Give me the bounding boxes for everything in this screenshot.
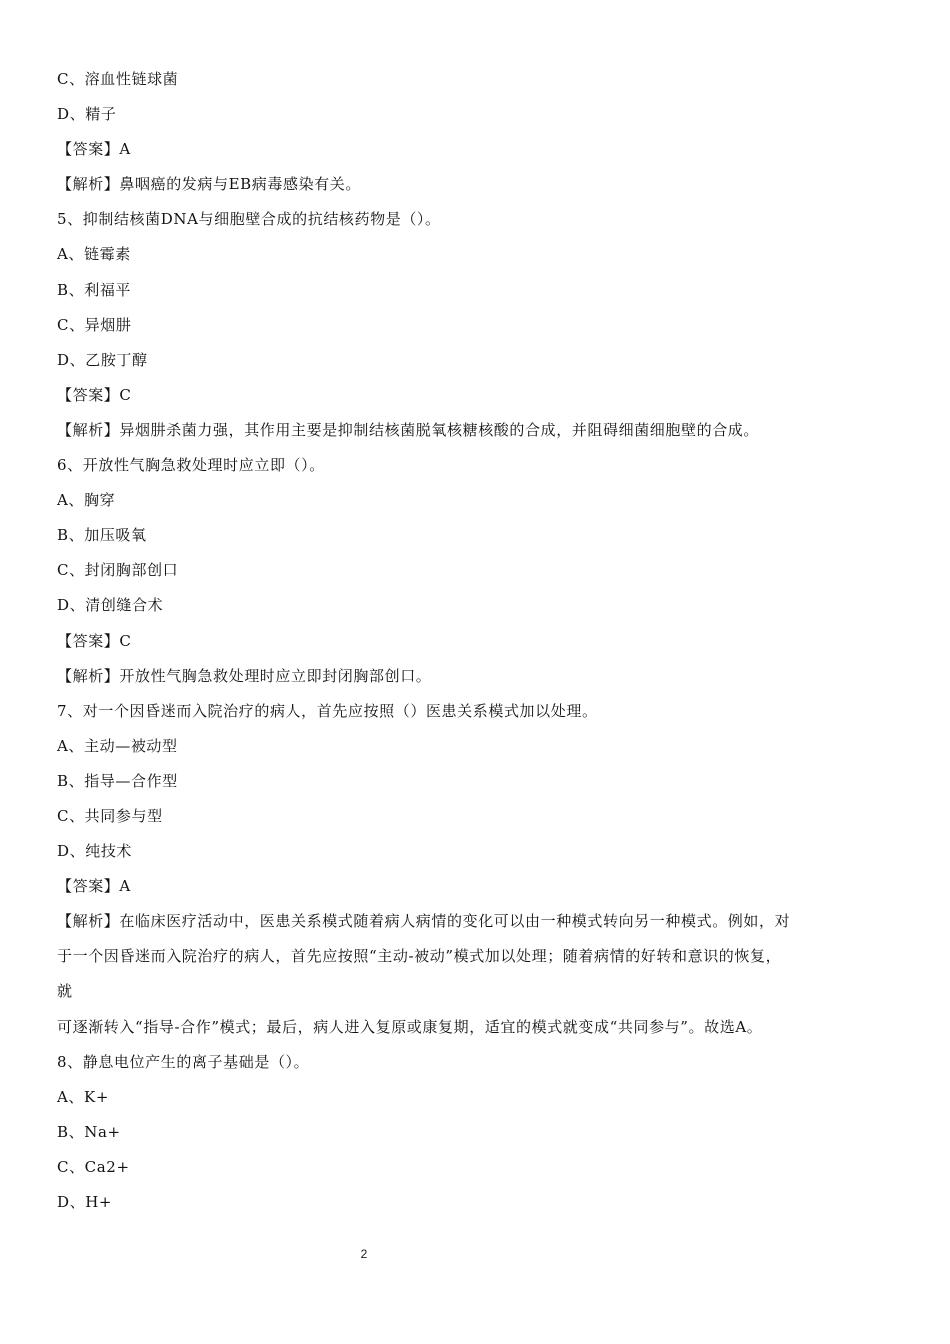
option-d-text: D、H+ bbox=[57, 1193, 113, 1211]
option-d-text: D、精子 bbox=[57, 105, 117, 124]
option-d-text: D、乙胺丁醇 bbox=[57, 350, 148, 369]
option-b-text: B、Na+ bbox=[57, 1122, 121, 1141]
page-number: 2 bbox=[360, 1247, 368, 1261]
explanation-text: 【解析】在临床医疗活动中，医患关系模式随着病人病情的变化可以由一种模式转向另一种模式。例如，对 bbox=[57, 912, 791, 931]
option-a-text: A、胸穿 bbox=[57, 491, 116, 510]
option-c-text: C、溶血性链球菌 bbox=[57, 70, 179, 88]
explanation-text: 【解析】异烟肼杀菌力强，其作用主要是抑制结核菌脱氧核糖核酸的合成，并阻碍细菌细胞壁的合成。 bbox=[57, 420, 760, 439]
option-b-text: B、利福平 bbox=[57, 280, 132, 299]
option-c-text: C、封闭胸部创口 bbox=[57, 561, 179, 580]
option-d-text: D、纯技术 bbox=[57, 842, 133, 861]
answer-text: 【答案】A bbox=[57, 140, 131, 159]
explanation-text: 【解析】鼻咽癌的发病与EB病毒感染有关。 bbox=[57, 175, 361, 194]
explanation-text: 可逐渐转入“指导-合作”模式；最后，病人进入复原或康复期，适宜的模式就变成“共同参与”。故选A。 bbox=[57, 1017, 763, 1036]
question-6: 6、开放性气胸急救处理时应立即（）。 bbox=[57, 456, 325, 475]
option-c-text: C、Ca2+ bbox=[57, 1157, 130, 1176]
answer-text: 【答案】C bbox=[57, 631, 132, 650]
explanation-text: 【解析】开放性气胸急救处理时应立即封闭胸部创口。 bbox=[57, 666, 432, 685]
option-c-text: C、异烟肼 bbox=[57, 315, 132, 334]
option-b-text: B、指导—合作型 bbox=[57, 771, 178, 790]
option-b-text: B、加压吸氧 bbox=[57, 526, 147, 545]
option-a-text: A、主动—被动型 bbox=[57, 736, 178, 755]
option-a-text: A、K+ bbox=[57, 1087, 110, 1106]
question-8: 8、静息电位产生的离子基础是（）。 bbox=[57, 1052, 310, 1071]
explanation-text: 于一个因昏迷而入院治疗的病人，首先应按照“主动-被动”模式加以处理；随着病情的好转和意识的恢复， bbox=[57, 947, 782, 966]
option-a-text: A、链霉素 bbox=[57, 245, 131, 264]
answer-text: 【答案】C bbox=[57, 385, 132, 404]
answer-text: 【答案】A bbox=[57, 877, 131, 896]
explanation-text: 就 bbox=[57, 982, 73, 1001]
page-content bbox=[57, 62, 897, 1220]
option-d-text: D、清创缝合术 bbox=[57, 596, 164, 615]
option-c-text: C、共同参与型 bbox=[57, 806, 163, 825]
question-5: 5、抑制结核菌DNA与细胞壁合成的抗结核药物是（）。 bbox=[57, 210, 441, 229]
question-7: 7、对一个因昏迷而入院治疗的病人，首先应按照（）医患关系模式加以处理。 bbox=[57, 701, 598, 720]
